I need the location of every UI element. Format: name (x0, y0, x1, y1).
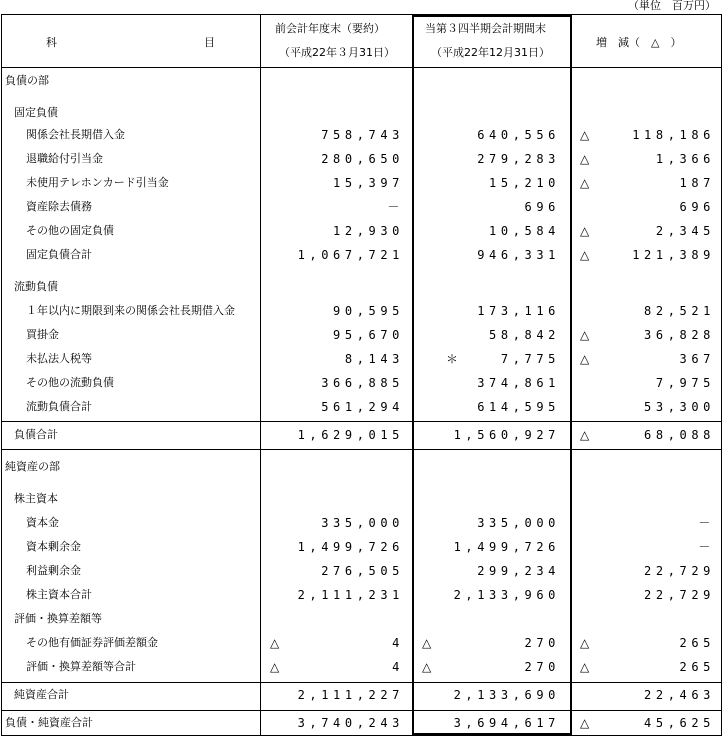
diff-value: 2,345 (655, 224, 715, 238)
row-label: 株主資本合計 (26, 588, 92, 601)
row-label: その他有価証券評価差額金 (26, 636, 158, 649)
curr-value: 1,499,726 (453, 540, 560, 554)
diff-value: 22,463 (644, 688, 715, 702)
diff-value: 82,521 (644, 304, 715, 318)
row-label: 買掛金 (26, 328, 59, 341)
table-row (2, 491, 721, 507)
table-row (2, 199, 721, 215)
curr-value: 374,861 (477, 376, 560, 390)
prev-value: 4 (392, 660, 404, 674)
table-row (2, 659, 721, 675)
row-label: 純資産合計 (14, 688, 69, 701)
diff-value: 1,366 (655, 152, 715, 166)
table-row (2, 611, 721, 627)
diff-mark: △ (580, 152, 590, 166)
diff-value: 22,729 (644, 588, 715, 602)
prev-value: 561,294 (321, 400, 404, 414)
prev-value: 366,885 (321, 376, 404, 390)
diff-value: － (698, 516, 715, 530)
diff-value: 7,975 (655, 376, 715, 390)
row-label: 評価・換算差額等合計 (26, 660, 136, 673)
diff-value: 121,389 (632, 248, 715, 262)
prev-mark: △ (270, 636, 280, 650)
table-row (2, 715, 721, 731)
header-prev-date: （平成22年３月31日） (279, 46, 395, 59)
diff-value: 367 (679, 352, 715, 366)
diff-value: 22,729 (644, 564, 715, 578)
prev-value: 1,499,726 (297, 540, 404, 554)
row-label: 負債合計 (14, 428, 58, 441)
diff-mark: △ (580, 428, 590, 442)
prev-value: 1,629,015 (297, 428, 404, 442)
row-label: 資産除去債務 (26, 200, 92, 213)
unit-label: （単位 百万円） (628, 0, 716, 12)
prev-value: 2,111,231 (297, 588, 404, 602)
diff-mark: △ (580, 328, 590, 342)
diff-mark: △ (580, 248, 590, 262)
curr-mark: ＊ (446, 352, 459, 366)
diff-mark: △ (580, 660, 590, 674)
prev-value: 90,595 (333, 304, 404, 318)
curr-value: 2,133,690 (453, 688, 560, 702)
table-row (2, 175, 721, 191)
row-label: 利益剰余金 (26, 564, 81, 577)
curr-value: 279,283 (477, 152, 560, 166)
curr-value: 173,116 (477, 304, 560, 318)
row-label: 株主資本 (14, 492, 58, 505)
table-row (2, 327, 721, 343)
row-label: その他の固定負債 (26, 224, 114, 237)
table-row (2, 279, 721, 295)
table-row (2, 687, 721, 703)
prev-value: － (387, 200, 404, 214)
diff-mark: △ (580, 352, 590, 366)
curr-value: 299,234 (477, 564, 560, 578)
prev-value: 3,740,243 (297, 716, 404, 730)
curr-value: 946,331 (477, 248, 560, 262)
table-row (2, 351, 721, 367)
row-label: 純資産の部 (5, 460, 60, 473)
diff-value: 53,300 (644, 400, 715, 414)
prev-value: 280,650 (321, 152, 404, 166)
diff-mark: △ (580, 636, 590, 650)
header-curr-title: 当第３四半期会計期間末 (425, 22, 546, 35)
table-row (2, 151, 721, 167)
row-label: 未使用テレホンカード引当金 (26, 176, 169, 189)
prev-mark: △ (270, 660, 280, 674)
table-row (2, 105, 721, 121)
curr-value: 640,556 (477, 128, 560, 142)
table-row (2, 399, 721, 415)
diff-mark: △ (580, 716, 590, 730)
curr-value: 3,694,617 (453, 716, 560, 730)
row-label: １年以内に期限到来の関係会社長期借入金 (26, 304, 235, 317)
curr-value: 58,842 (489, 328, 560, 342)
row-label: 退職給付引当金 (26, 152, 103, 165)
row-label: 流動負債合計 (26, 400, 92, 413)
curr-value: 335,000 (477, 516, 560, 530)
header-curr-date: （平成22年12月31日） (431, 46, 550, 59)
curr-value: 696 (524, 200, 560, 214)
table-row (2, 223, 721, 239)
table-row (2, 587, 721, 603)
curr-value: 614,595 (477, 400, 560, 414)
row-divider (2, 682, 721, 683)
diff-value: 68,088 (644, 428, 715, 442)
diff-mark: △ (580, 224, 590, 238)
diff-mark: △ (580, 128, 590, 142)
diff-value: 36,828 (644, 328, 715, 342)
balance-sheet-table (1, 14, 722, 736)
row-label: その他の流動負債 (26, 376, 114, 389)
curr-mark: △ (422, 660, 432, 674)
table-row (2, 515, 721, 531)
table-row (2, 539, 721, 555)
diff-value: 265 (679, 660, 715, 674)
table-row (2, 459, 721, 475)
curr-value: 270 (524, 660, 560, 674)
table-row (2, 73, 721, 89)
diff-value: 696 (679, 200, 715, 214)
curr-value: 2,133,960 (453, 588, 560, 602)
table-row (2, 303, 721, 319)
row-divider (2, 710, 721, 711)
table-row (2, 427, 721, 443)
diff-value: 45,625 (644, 716, 715, 730)
prev-value: 95,670 (333, 328, 404, 342)
row-label: 固定負債 (14, 106, 58, 119)
row-label: 未払法人税等 (26, 352, 92, 365)
table-row (2, 375, 721, 391)
row-label: 資本剰余金 (26, 540, 81, 553)
row-label: 流動負債 (14, 280, 58, 293)
prev-value: 15,397 (333, 176, 404, 190)
curr-mark: △ (422, 636, 432, 650)
row-label: 関係会社長期借入金 (26, 128, 125, 141)
table-row (2, 247, 721, 263)
prev-value: 1,067,721 (297, 248, 404, 262)
prev-value: 335,000 (321, 516, 404, 530)
header-subject-right: 目 (204, 36, 215, 49)
row-label: 固定負債合計 (26, 248, 92, 261)
prev-value: 12,930 (333, 224, 404, 238)
row-label: 負債の部 (5, 74, 49, 87)
row-divider (2, 421, 721, 422)
curr-value: 1,560,927 (453, 428, 560, 442)
prev-value: 4 (392, 636, 404, 650)
header-prev-title: 前会計年度末（要約） (275, 22, 385, 35)
row-label: 評価・換算差額等 (14, 612, 102, 625)
diff-value: － (698, 540, 715, 554)
table-row (2, 563, 721, 579)
prev-value: 8,143 (344, 352, 404, 366)
row-divider (2, 449, 721, 450)
table-row (2, 635, 721, 651)
diff-value: 118,186 (632, 128, 715, 142)
row-label: 資本金 (26, 516, 59, 529)
header-diff-title: 増 減（ △ ） (596, 36, 682, 49)
curr-value: 270 (524, 636, 560, 650)
table-row (2, 127, 721, 143)
header-divider (2, 67, 721, 68)
header-subject-left: 科 (46, 36, 57, 49)
row-label: 負債・純資産合計 (5, 716, 93, 729)
prev-value: 276,505 (321, 564, 404, 578)
curr-value: 10,584 (489, 224, 560, 238)
diff-value: 265 (679, 636, 715, 650)
curr-value: 7,775 (500, 352, 560, 366)
diff-value: 187 (679, 176, 715, 190)
prev-value: 758,743 (321, 128, 404, 142)
curr-value: 15,210 (489, 176, 560, 190)
diff-mark: △ (580, 176, 590, 190)
prev-value: 2,111,227 (297, 688, 404, 702)
